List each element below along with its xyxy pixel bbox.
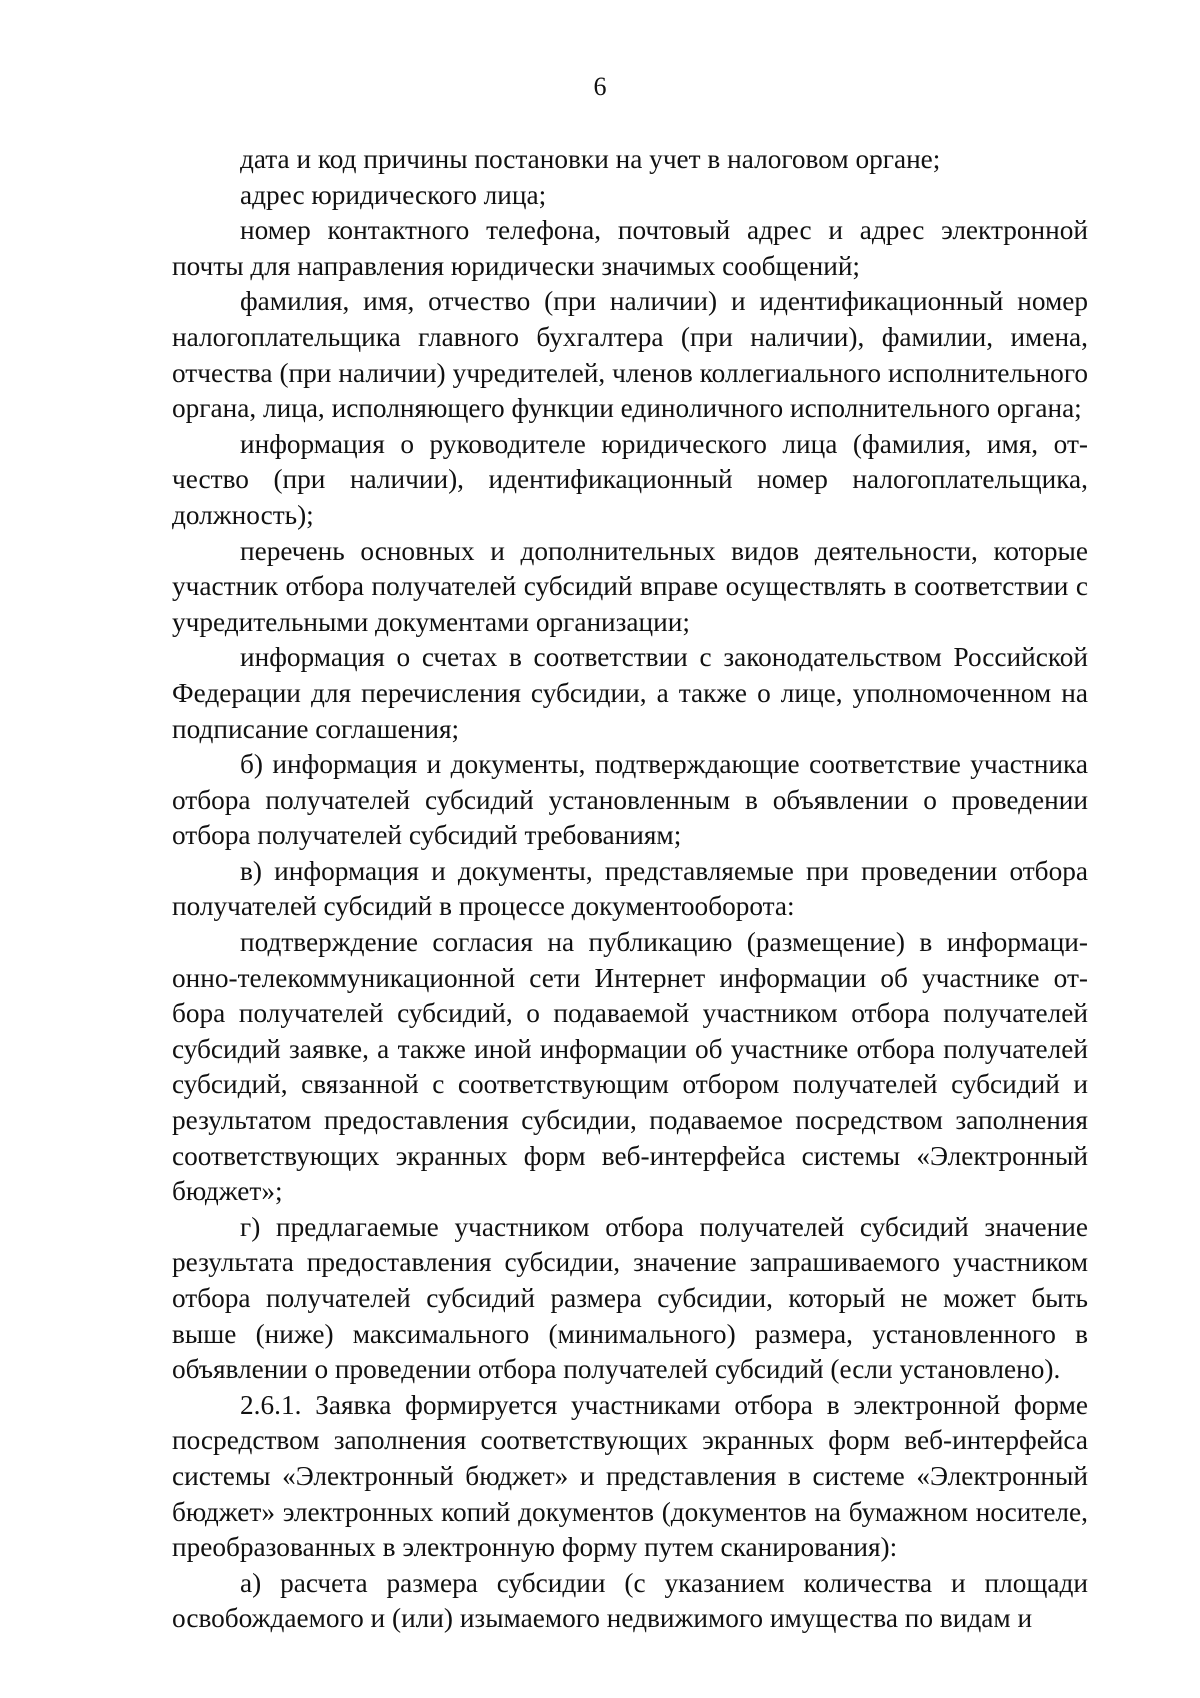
- page-number: 6: [593, 72, 607, 101]
- paragraph-chief-accountant: фамилия, имя, отчество (при наличии) и идентификационный номер налогоплательщика главного бухгалтера (при наличии), фамилии, имена, отчества (при наличии) учредителей, членов коллегиального исполнительного органа, лица, исполняющего функции единоличного исполнительного органа;: [172, 286, 1088, 424]
- paragraph-publication-consent: подтверждение согласия на публикацию (размещение) в информационно-телекоммуникационной сети Интернет информации об участнике отбора получателей субсидий, о подаваемой участником отбора получателей субсидий заявке, а также иной информации об участнике отбора получателей субсидий, связанной с соответствующим отбором получателей субсидий и результатом предоставления субсидии, подаваемое посредством заполнения соответствующих экранных форм веб-интерфейса системы «Электронный бюджет»;: [172, 927, 1088, 1207]
- paragraph-activities: перечень основных и дополнительных видов деятельности, которые участник отбора получателей субсидий вправе осуществлять в соответствии с учредительными документами организации;: [172, 535, 1088, 637]
- paragraph-item-b: б) информация и документы, подтверждающие соответствие участника отбора получателей субсидий установленным в объявлении о проведении отбора получателей субсидий требованиям;: [172, 749, 1088, 851]
- document-body: [172, 142, 1088, 1637]
- paragraph-registration-date: дата и код причины постановки на учет в налоговом органе;: [240, 144, 941, 174]
- paragraph-head-info: информация о руководителе юридического лица (фамилия, имя, отчество (при наличии), идентификационный номер налогоплательщика, должность);: [172, 428, 1088, 530]
- paragraph-item-a: а) расчета размера субсидии (с указанием количества и площади освобождаемого и (или) изымаемого недвижимого имущества по видам и: [172, 1567, 1088, 1634]
- paragraph-2-6-1: 2.6.1. Заявка формируется участниками отбора в электронной форме посредством заполнения соответствующих экранных форм веб-интерфейса системы «Электронный бюджет» и представления в системе «Электронный бюджет» электронных копий документов (документов на бумажном носителе, преобразованных в электронную форму путем сканирования):: [172, 1389, 1088, 1563]
- paragraph-legal-address: адрес юридического лица;: [240, 179, 547, 210]
- paragraph-contact-info: номер контактного телефона, почтовый адрес и адрес электронной почты для направления юридически значимых сообщений;: [172, 215, 1088, 281]
- paragraph-item-g: г) предлагаемые участником отбора получателей субсидий значение результата предоставления субсидии, значение запрашиваемого участником отбора получателей субсидий размера субсидии, который не может быть выше (ниже) максимального (минимального) размера, установленного в объявлении о проведении отбора получателей субсидий (если установлено).: [172, 1211, 1088, 1385]
- paragraph-accounts: информация о счетах в соответствии с законодательством Российской Федерации для перечисления субсидии, а также о лице, уполномоченном на подписание соглашения;: [172, 642, 1088, 744]
- paragraph-item-v: в) информация и документы, представляемые при проведении отбора получателей субсидий в процессе документооборота:: [172, 855, 1088, 922]
